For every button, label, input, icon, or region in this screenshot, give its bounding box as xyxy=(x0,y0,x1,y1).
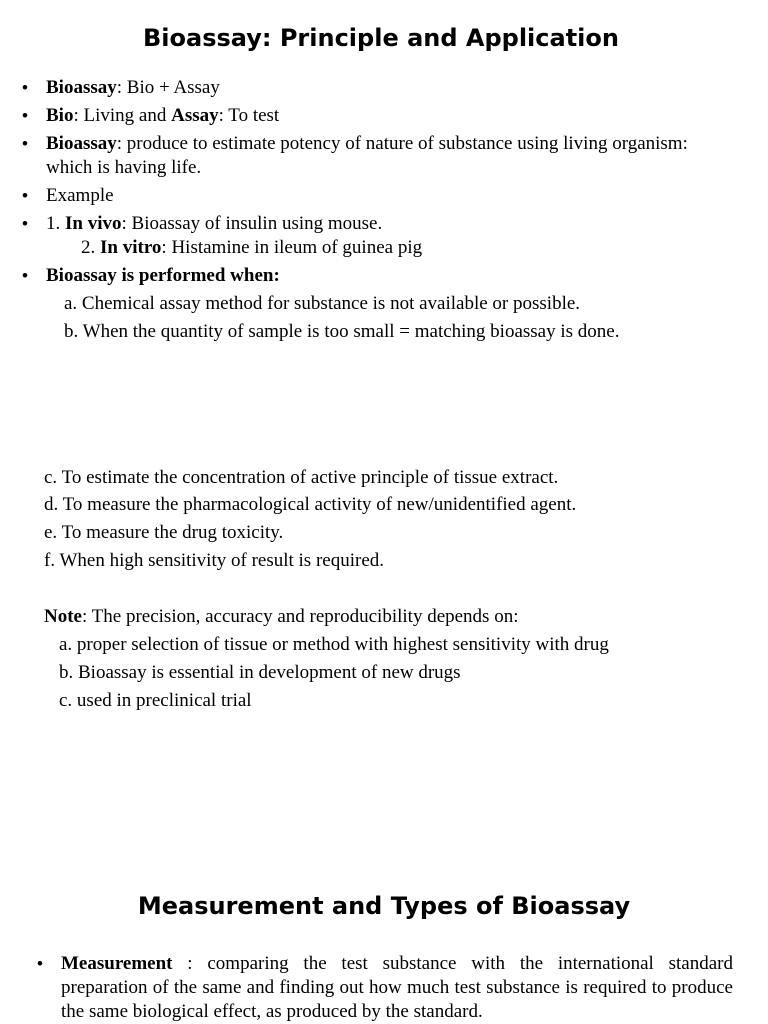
term-bioassay: Bioassay xyxy=(46,133,117,154)
bullet-glyph: • xyxy=(22,186,28,205)
text: 1. xyxy=(46,213,65,234)
bullet-glyph: • xyxy=(22,266,28,285)
line-in-vitro xyxy=(81,236,422,260)
term-assay: Assay xyxy=(171,105,219,126)
term-measurement: Measurement xyxy=(61,953,173,974)
list-item-e: e. To measure the drug toxicity. xyxy=(44,522,284,543)
note-item-a: a. proper selection of tissue or method with highest sensitivity with drug xyxy=(59,634,609,655)
text: : produce to estimate potency of nature of substance using living organism: which is having life. xyxy=(46,133,688,178)
note-item-c: c. used in preclinical trial xyxy=(59,690,252,711)
bullet-bioassay-purpose xyxy=(46,132,726,180)
text: : Living and xyxy=(73,105,172,126)
bullet-glyph: • xyxy=(37,954,43,973)
term-in-vitro: In vitro xyxy=(100,237,162,258)
term-note: Note xyxy=(44,606,82,627)
list-item-a: a. Chemical assay method for substance is not available or possible. xyxy=(64,293,581,314)
term-performed-when: Bioassay is performed when: xyxy=(46,265,280,286)
bullet-glyph: • xyxy=(22,214,28,233)
bullet-measurement xyxy=(61,952,733,1024)
text: : Bioassay of insulin using mouse. xyxy=(121,213,383,234)
bullet-bioassay-definition xyxy=(46,76,220,100)
text: : The precision, accuracy and reproducibility depends on: xyxy=(81,606,519,627)
term-in-vivo: In vivo xyxy=(65,213,122,234)
text: 2. xyxy=(81,237,100,258)
bullet-example: Example xyxy=(46,185,114,206)
term-bio: Bio xyxy=(46,105,74,126)
list-item-c: c. To estimate the concentration of active principle of tissue extract. xyxy=(44,467,559,488)
bullet-glyph: • xyxy=(22,106,28,125)
text: : Bio + Assay xyxy=(116,77,220,98)
note-item-b: b. Bioassay is essential in development of new drugs xyxy=(59,662,461,683)
text: : Histamine in ileum of guinea pig xyxy=(161,237,423,258)
bullet-glyph: • xyxy=(22,134,28,153)
term-bioassay: Bioassay xyxy=(46,77,117,98)
list-item-f: f. When high sensitivity of result is required. xyxy=(44,550,385,571)
bullet-glyph: • xyxy=(22,78,28,97)
list-item-b: b. When the quantity of sample is too small = matching bioassay is done. xyxy=(64,321,620,342)
text: : comparing the test substance with the international standard preparation of the same and finding out how much test substance is required to produce the same biological effect, as produced by the standard. xyxy=(61,953,733,1022)
note-heading xyxy=(44,605,518,629)
bullet-bio-assay-meaning xyxy=(46,104,279,128)
slide-title-measurement-types: Measurement and Types of Bioassay xyxy=(137,892,631,920)
bullet-in-vivo xyxy=(46,212,382,236)
list-item-d: d. To measure the pharmacological activity of new/unidentified agent. xyxy=(44,494,577,515)
text: : To test xyxy=(218,105,280,126)
bullet-performed-when xyxy=(46,264,280,288)
slide-title-bioassay-principle: Bioassay: Principle and Application xyxy=(143,24,619,52)
